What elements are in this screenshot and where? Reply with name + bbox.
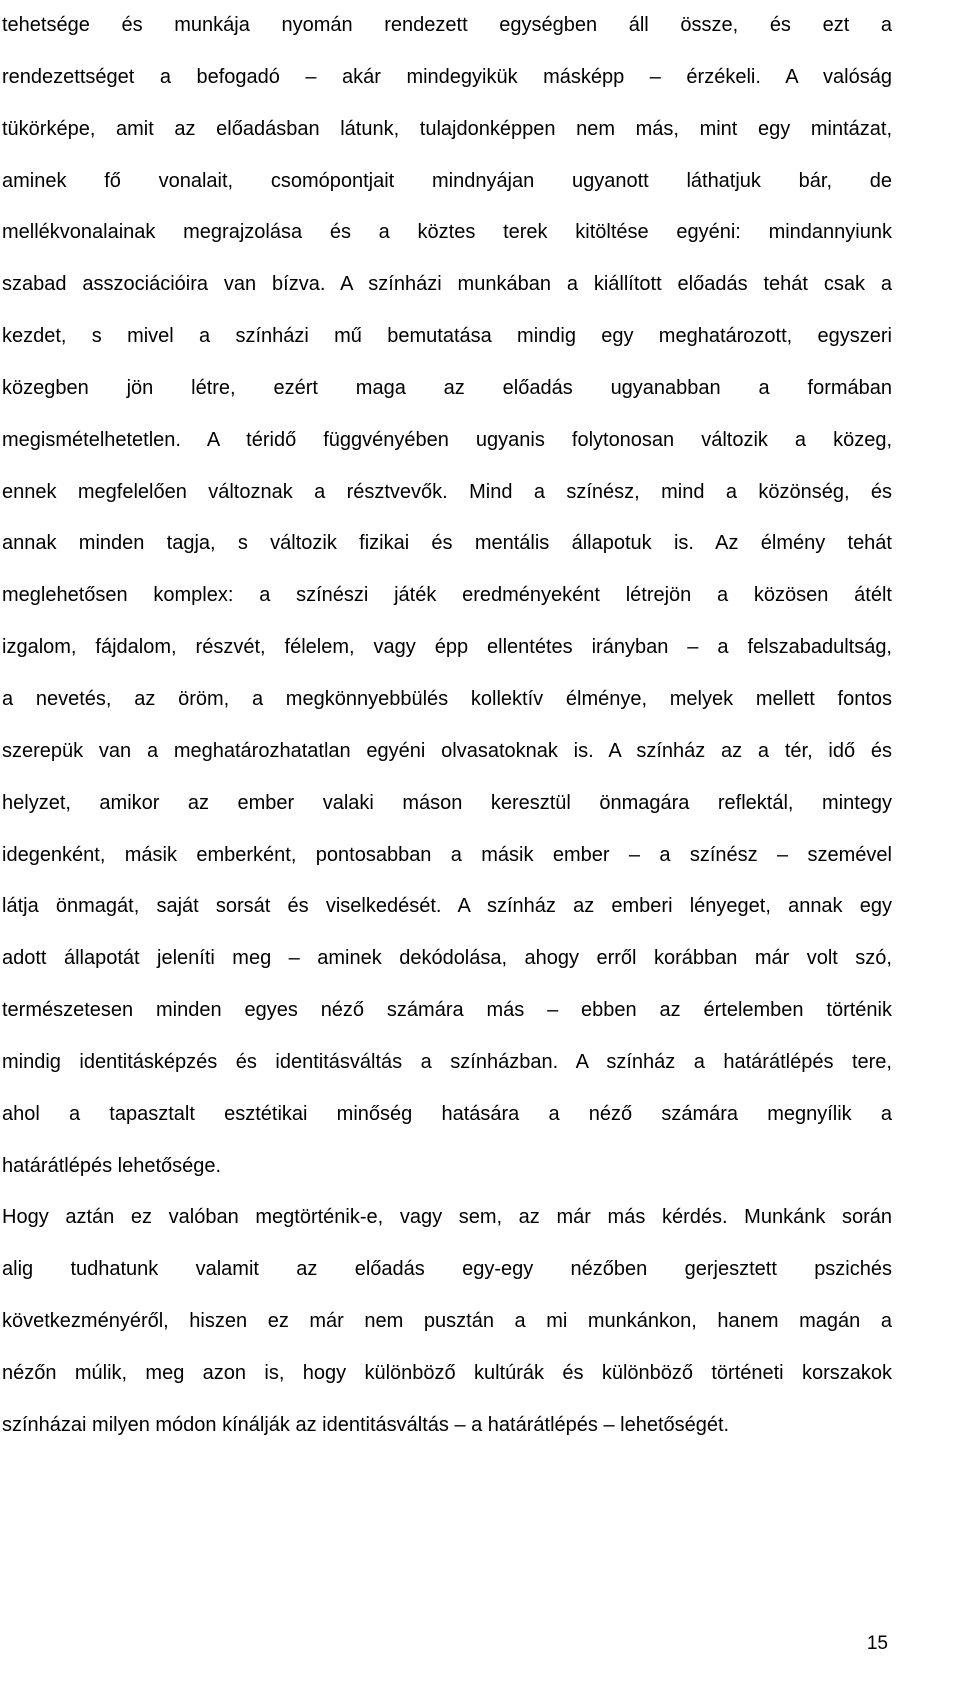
text-line: aminek fő vonalait, csomópontjait mindnyájan ugyanott láthatjuk bár, de <box>2 169 892 192</box>
text-line: természetesen minden egyes néző számára más – ebben az értelemben történik <box>2 999 892 1022</box>
text-line: annak minden tagja, s változik fizikai és mentális állapotuk is. Az élmény tehát <box>2 532 892 555</box>
text-line: kezdet, s mivel a színházi mű bemutatása mindig egy meghatározott, egyszeri <box>2 325 892 348</box>
text-line: tehetsége és munkája nyomán rendezett egységben áll össze, és ezt a <box>2 14 892 36</box>
text-line: megismételhetetlen. A téridő függvényében ugyanis folytonosan változik a közeg, <box>2 428 892 451</box>
text-line: mellékvonalainak megrajzolása és a köztes terek kitöltése egyéni: mindannyiunk <box>2 221 892 244</box>
text-line: tükörképe, amit az előadásban látunk, tulajdonképpen nem más, mint egy mintázat, <box>2 117 892 140</box>
text-line: látja önmagát, saját sorsát és viselkedését. A színház az emberi lényeget, annak egy <box>2 895 892 918</box>
body-text <box>2 0 892 1452</box>
text-line: alig tudhatunk valamit az előadás egy-egy nézőben gerjesztett pszichés <box>2 1258 892 1281</box>
text-line: ahol a tapasztalt esztétikai minőség hatására a néző számára megnyílik a <box>2 1102 892 1125</box>
text-line: szerepük van a meghatározhatatlan egyéni olvasatoknak is. A színház az a tér, idő és <box>2 739 892 762</box>
text-line: adott állapotát jeleníti meg – aminek dekódolása, ahogy erről korábban már volt szó, <box>2 947 892 970</box>
text-line: nézőn múlik, meg azon is, hogy különböző kultúrák és különböző történeti korszakok <box>2 1361 892 1384</box>
text-line: izgalom, fájdalom, részvét, félelem, vagy épp ellentétes irányban – a felszabadultság, <box>2 636 892 659</box>
page-number: 15 <box>866 1633 888 1654</box>
text-line: mindig identitásképzés és identitásváltás a színházban. A színház a határátlépés tere, <box>2 1050 892 1073</box>
text-line: közegben jön létre, ezért maga az előadás ugyanabban a formában <box>2 376 892 399</box>
text-line: rendezettséget a befogadó – akár mindegyikük másképp – érzékeli. A valóság <box>2 65 892 88</box>
text-line: meglehetősen komplex: a színészi játék eredményeként létrejön a közösen átélt <box>2 584 892 607</box>
text-line: Hogy aztán ez valóban megtörténik-e, vagy sem, az már más kérdés. Munkánk során <box>2 1206 892 1229</box>
text-line: idegenként, másik emberként, pontosabban a másik ember – a színész – szemével <box>2 843 892 866</box>
text-line: a nevetés, az öröm, a megkönnyebbülés kollektív élménye, melyek mellett fontos <box>2 687 892 710</box>
text-line: helyzet, amikor az ember valaki máson keresztül önmagára reflektál, mintegy <box>2 791 892 814</box>
text-line: szabad asszociációira van bízva. A színházi munkában a kiállított előadás tehát csak a <box>2 273 892 296</box>
text-line: színházai milyen módon kínálják az identitásváltás – a határátlépés – lehetőségét. <box>2 1413 730 1436</box>
text-line: ennek megfelelően változnak a résztvevők. Mind a színész, mind a közönség, és <box>2 480 892 503</box>
text-line: határátlépés lehetősége. <box>2 1154 222 1177</box>
text-line: következményéről, hiszen ez már nem pusztán a mi munkánkon, hanem magán a <box>2 1310 892 1333</box>
